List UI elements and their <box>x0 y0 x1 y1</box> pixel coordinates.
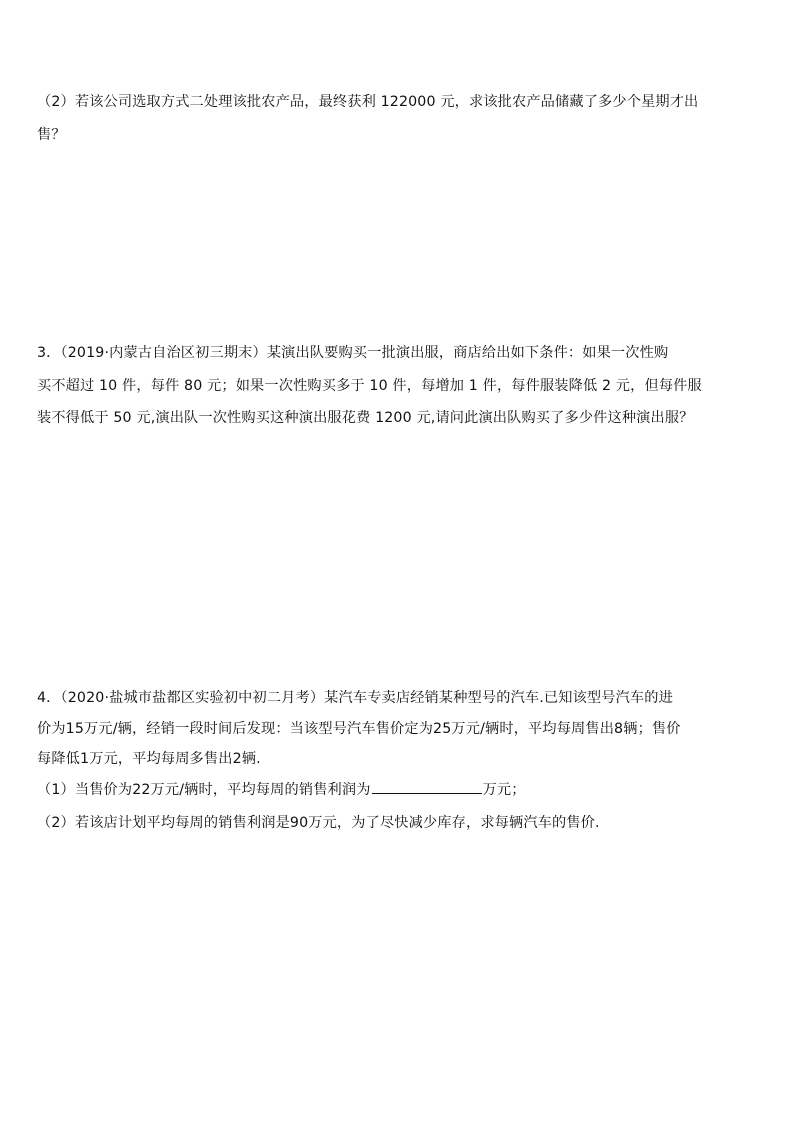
question-3-line-1: 3．（2019·内蒙古自治区初三期末）某演出队要购买一批演出服，商店给出如下条件：如果一次性购 <box>37 345 669 361</box>
question-4-line-2: 价为15万元/辆，经销一段时间后发现：当该型号汽车售价定为25万元/辆时，平均每周售出8辆；售价 <box>37 721 681 737</box>
question-4-line-1: 4．（2020·盐城市盐都区实验初中初二月考）某汽车专卖店经销某种型号的汽车.已知该型号汽车的进 <box>37 690 673 706</box>
question-3-line-3: 装不得低于 50 元,演出队一次性购买这种演出服花费 1200 元,请问此演出队购买了多少件这种演出服？ <box>37 410 694 426</box>
answer-blank[interactable] <box>372 778 482 794</box>
question-4-part-1-unit: 万元； <box>482 782 526 798</box>
question-2-part-2-line-2: 售？ <box>37 127 66 143</box>
question-4-part-1-text: （1）当售价为22万元/辆时，平均每周的销售利润为 <box>37 782 371 798</box>
question-4-part-2: （2）若该店计划平均每周的销售利润是90万元，为了尽快减少库存，求每辆汽车的售价. <box>37 815 600 831</box>
question-4-part-1 <box>37 778 759 801</box>
question-3-line-2: 买不超过 10 件，每件 80 元；如果一次性购买多于 10 件，每增加 1 件，每件服装降低 2 元，但每件服 <box>37 378 702 394</box>
question-2-part-2-line-1: （2）若该公司选取方式二处理该批农产品，最终获利 122000 元，求该批农产品储藏了多少个星期才出 <box>37 94 699 110</box>
question-4-line-3: 每降低1万元，平均每周多售出2辆. <box>37 751 261 767</box>
